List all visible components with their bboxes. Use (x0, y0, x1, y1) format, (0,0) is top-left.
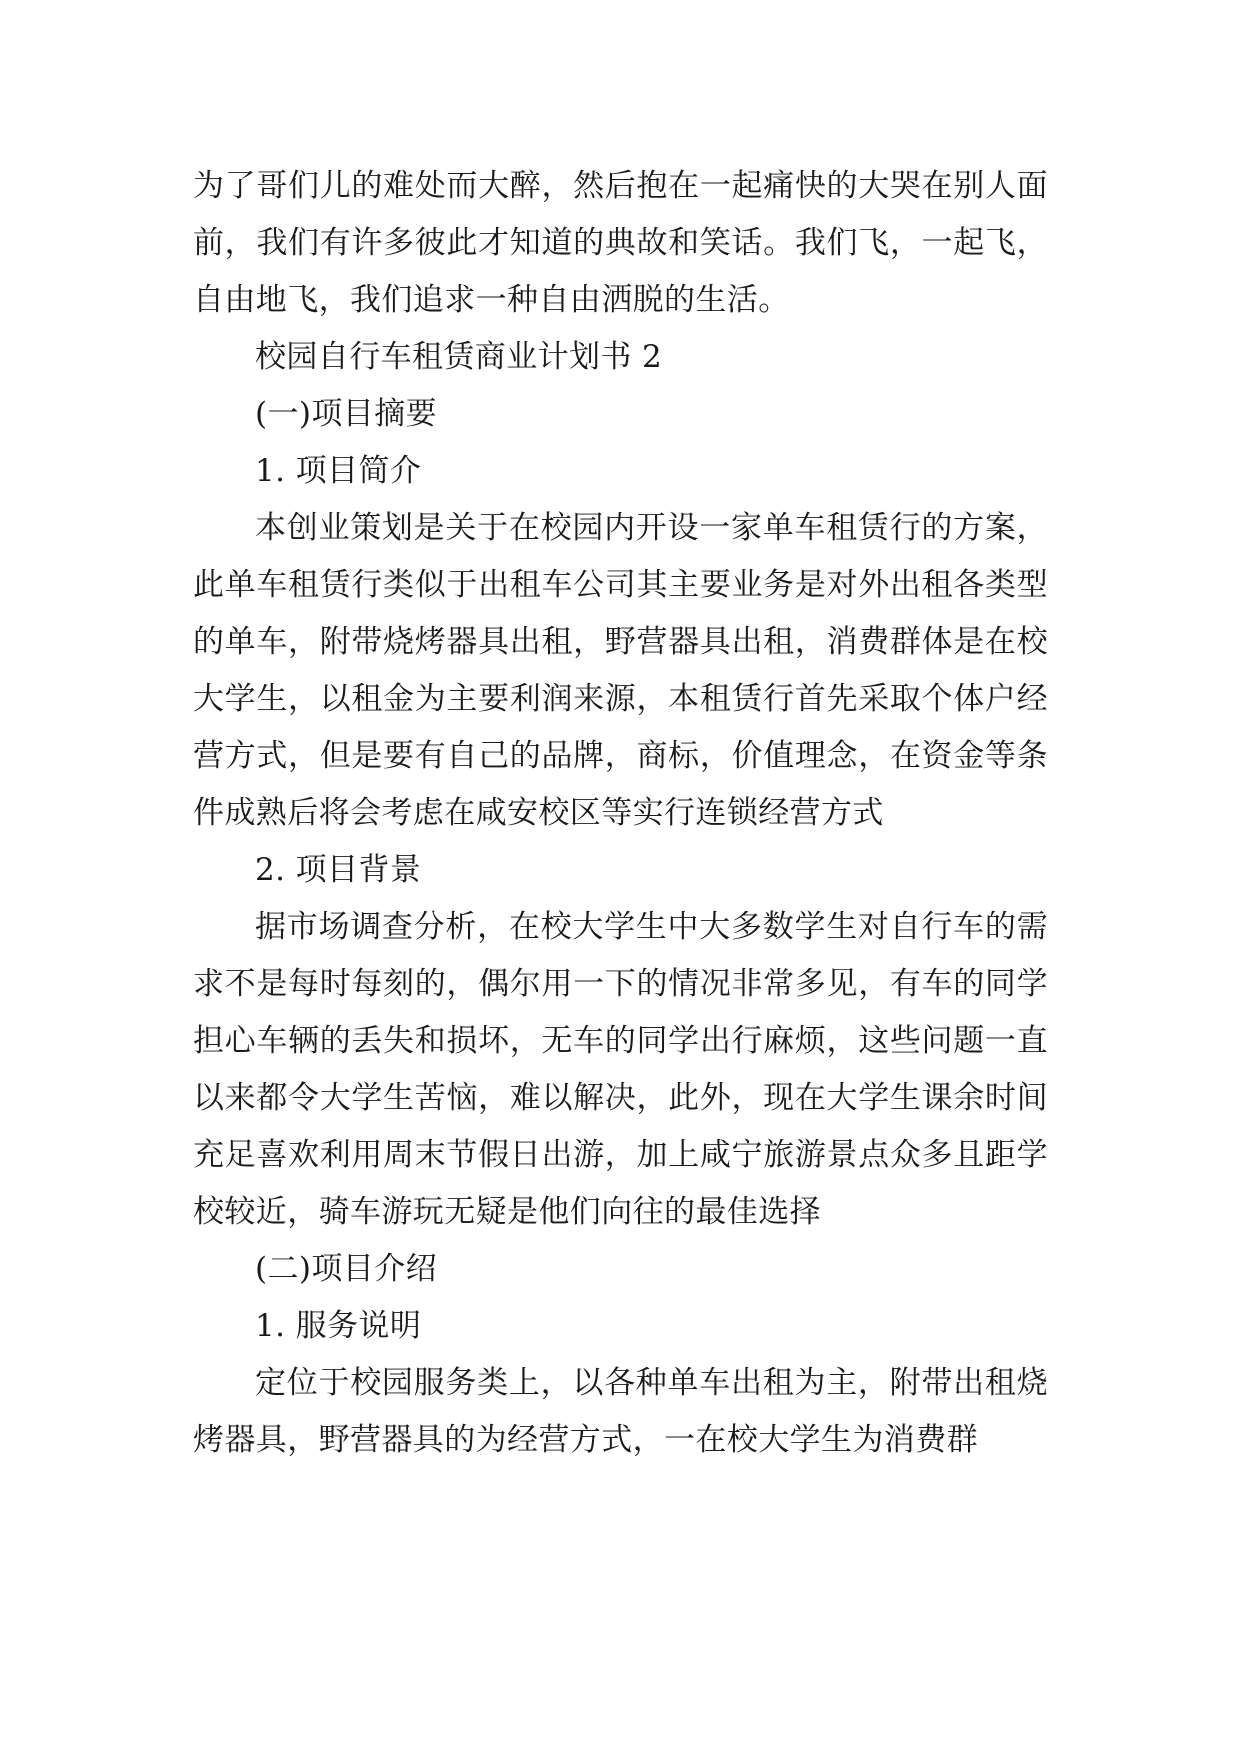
subheading-project-intro: 1. 项目简介 (255, 453, 422, 489)
section-title: 校园自行车租赁商业计划书 2 (255, 339, 663, 375)
section-heading-introduction: (二)项目介绍 (255, 1251, 437, 1287)
document-body (193, 158, 1048, 1469)
subheading-project-background: 2. 项目背景 (255, 852, 422, 888)
paragraph-project-background: 据市场调查分析，在校大学生中大多数学生对自行车的需求不是每时每刻的，偶尔用一下的情况非常多见，有车的同学担心车辆的丢失和损坏，无车的同学出行麻烦，这些问题一直以来都令大学生苦恼，难以解决，此外，现在大学生课余时间充足喜欢利用周末节假日出游，加上咸宁旅游景点众多且距学校较近，骑车游玩无疑是他们向往的最佳选择 (193, 909, 1048, 1230)
paragraph-service-description: 定位于校园服务类上，以各种单车出租为主，附带出租烧烤器具，野营器具的为经营方式，一在校大学生为消费群 (193, 1365, 1048, 1458)
paragraph-continuation: 为了哥们儿的难处而大醉，然后抱在一起痛快的大哭在别人面前，我们有许多彼此才知道的典故和笑话。我们飞，一起飞，自由地飞，我们追求一种自由洒脱的生活。 (193, 168, 1048, 318)
subheading-service-description: 1. 服务说明 (255, 1308, 422, 1344)
paragraph-project-intro: 本创业策划是关于在校园内开设一家单车租赁行的方案，此单车租赁行类似于出租车公司其主要业务是对外出租各类型的单车，附带烧烤器具出租，野营器具出租，消费群体是在校大学生，以租金为主要利润来源，本租赁行首先采取个体户经营方式，但是要有自己的品牌，商标，价值理念，在资金等条件成熟后将会考虑在咸安校区等实行连锁经营方式 (193, 510, 1048, 831)
section-heading-summary: (一)项目摘要 (255, 396, 437, 432)
